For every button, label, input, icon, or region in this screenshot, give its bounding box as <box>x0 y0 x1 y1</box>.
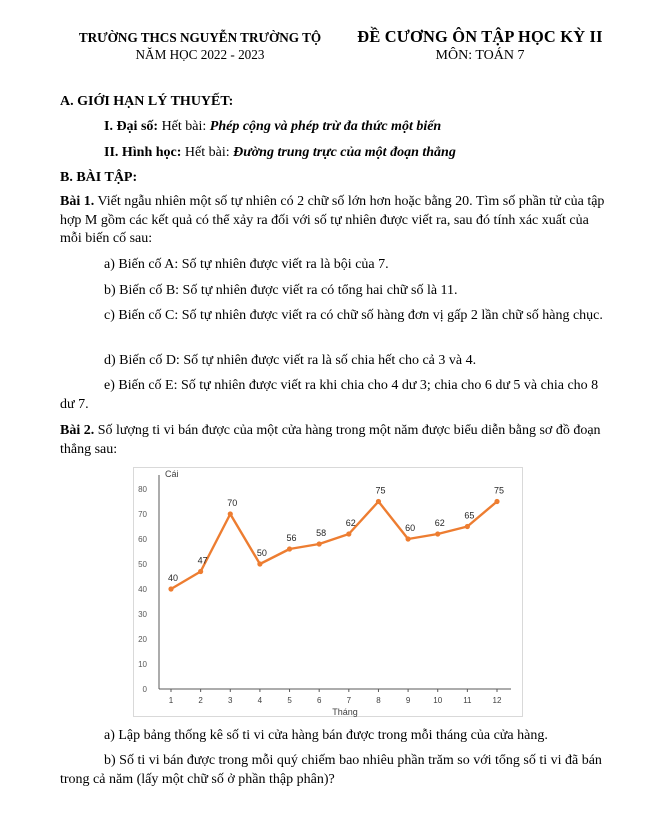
y-tick-label: 30 <box>138 610 147 619</box>
data-label: 47 <box>197 555 208 566</box>
data-point <box>257 561 262 566</box>
x-tick-label: 10 <box>433 696 443 705</box>
bai2-text: Số lượng ti vi bán được của một cửa hàng trong một năm được biểu diễn bằng sơ đồ đoạn thẳng sau: <box>60 423 601 457</box>
theory-item-algebra <box>104 118 441 136</box>
x-tick-label: 2 <box>198 696 203 705</box>
data-point <box>168 586 173 591</box>
line-chart-svg <box>133 467 523 717</box>
data-label: 50 <box>256 548 267 558</box>
school-name: TRƯỜNG THCS NGUYỄN TRƯỜNG TỘ <box>78 30 322 45</box>
algebra-prefix: Hết bài: <box>158 119 210 134</box>
y-tick-label: 10 <box>138 660 147 669</box>
y-tick-label: 50 <box>138 560 147 569</box>
section-b-heading: B. BÀI TẬP: <box>60 170 138 185</box>
y-tick-label: 80 <box>138 485 147 494</box>
data-point <box>405 536 410 541</box>
bai1-text: Viết ngẫu nhiên một số tự nhiên có 2 chữ số lớn hơn hoặc bằng 20. Tìm số phần tử của tập hợp M gồm các kết quả có thể xảy ra đối với số tự nhiên được viết ra, sau đó tính xác xuất của mỗi biến cố sau: <box>60 194 605 246</box>
x-tick-label: 1 <box>168 696 174 705</box>
x-tick-label: 11 <box>463 696 472 705</box>
theory-item-geometry <box>104 144 456 162</box>
data-point <box>287 546 292 551</box>
bai1-item-a: a) Biến cố A: Số tự nhiên được viết ra là bội của 7. <box>104 257 389 272</box>
data-label: 56 <box>286 533 297 543</box>
data-point <box>198 569 203 574</box>
y-axis-title: Cái <box>165 469 179 479</box>
x-axis-title: Tháng <box>332 707 358 717</box>
bai2-item-b: b) Số ti vi bán được trong mỗi quý chiếm bao nhiêu phần trăm so với tổng số ti vi đã bán trong cả năm (lấy một chữ số ở phần thập phân)? <box>60 753 602 787</box>
bai2-item-a: a) Lập bảng thống kê số ti vi cửa hàng bán được trong mỗi tháng của cửa hàng. <box>104 728 548 743</box>
data-label: 40 <box>167 573 179 583</box>
geometry-label: II. Hình học: <box>104 145 182 160</box>
line-chart <box>133 467 523 722</box>
data-label: 70 <box>227 498 238 508</box>
algebra-label: I. Đại số: <box>104 119 159 134</box>
data-label: 62 <box>434 518 445 528</box>
bai1-item-e: e) Biến cố E: Số tự nhiên được viết ra khi chia cho 4 dư 3; chia cho 6 dư 5 và chia cho 8 dư 7. <box>60 378 599 412</box>
x-tick-label: 5 <box>287 696 292 705</box>
data-point <box>494 499 499 504</box>
chart-frame <box>134 468 523 717</box>
data-point <box>376 499 381 504</box>
data-point <box>317 541 322 546</box>
geometry-topic: Đường trung trực của một đoạn thẳng <box>233 145 456 160</box>
bai2-label: Bài 2. <box>60 423 95 438</box>
x-tick-label: 4 <box>257 696 263 705</box>
data-point <box>435 531 440 536</box>
data-point <box>346 531 351 536</box>
y-tick-label: 70 <box>138 510 147 519</box>
bai1-item-c: c) Biến cố C: Số tự nhiên được viết ra có chữ số hàng đơn vị gấp 2 lần chữ số hàng chục. <box>104 308 603 323</box>
y-tick-label: 20 <box>138 635 147 644</box>
bai2-intro <box>60 422 605 459</box>
data-point <box>465 524 470 529</box>
data-label: 75 <box>493 485 505 496</box>
header-left <box>60 30 340 63</box>
x-tick-label: 9 <box>405 696 411 705</box>
data-label: 58 <box>316 528 327 538</box>
data-label: 60 <box>405 523 416 533</box>
bai1-label: Bài 1. <box>60 194 95 209</box>
x-tick-label: 6 <box>316 696 322 705</box>
algebra-topic: Phép cộng và phép trừ đa thức một biến <box>209 119 442 134</box>
geometry-prefix: Hết bài: <box>181 145 234 160</box>
section-a-heading: A. GIỚI HẠN LÝ THUYẾT: <box>60 94 234 109</box>
x-tick-label: 7 <box>346 696 352 705</box>
school-year: NĂM HỌC 2022 - 2023 <box>135 47 265 62</box>
header-right <box>345 27 615 64</box>
x-tick-label: 3 <box>228 696 233 705</box>
y-tick-label: 60 <box>138 535 147 544</box>
subject-label: MÔN: TOÁN 7 <box>435 48 525 63</box>
x-tick-label: 8 <box>376 696 381 705</box>
data-label: 62 <box>345 518 356 528</box>
data-label: 75 <box>375 485 386 496</box>
data-label: 65 <box>464 510 475 521</box>
y-tick-label: 40 <box>138 585 147 594</box>
document-title: ĐỀ CƯƠNG ÔN TẬP HỌC KỲ II <box>357 27 603 46</box>
data-point <box>228 511 233 516</box>
x-tick-label: 12 <box>492 696 502 705</box>
bai1-item-b: b) Biến cố B: Số tự nhiên được viết ra có tổng hai chữ số là 11. <box>104 283 458 298</box>
y-tick-label: 0 <box>142 685 147 694</box>
bai1-intro <box>60 193 605 249</box>
bai1-item-d: d) Biến cố D: Số tự nhiên được viết ra là số chia hết cho cả 3 và 4. <box>104 353 477 368</box>
